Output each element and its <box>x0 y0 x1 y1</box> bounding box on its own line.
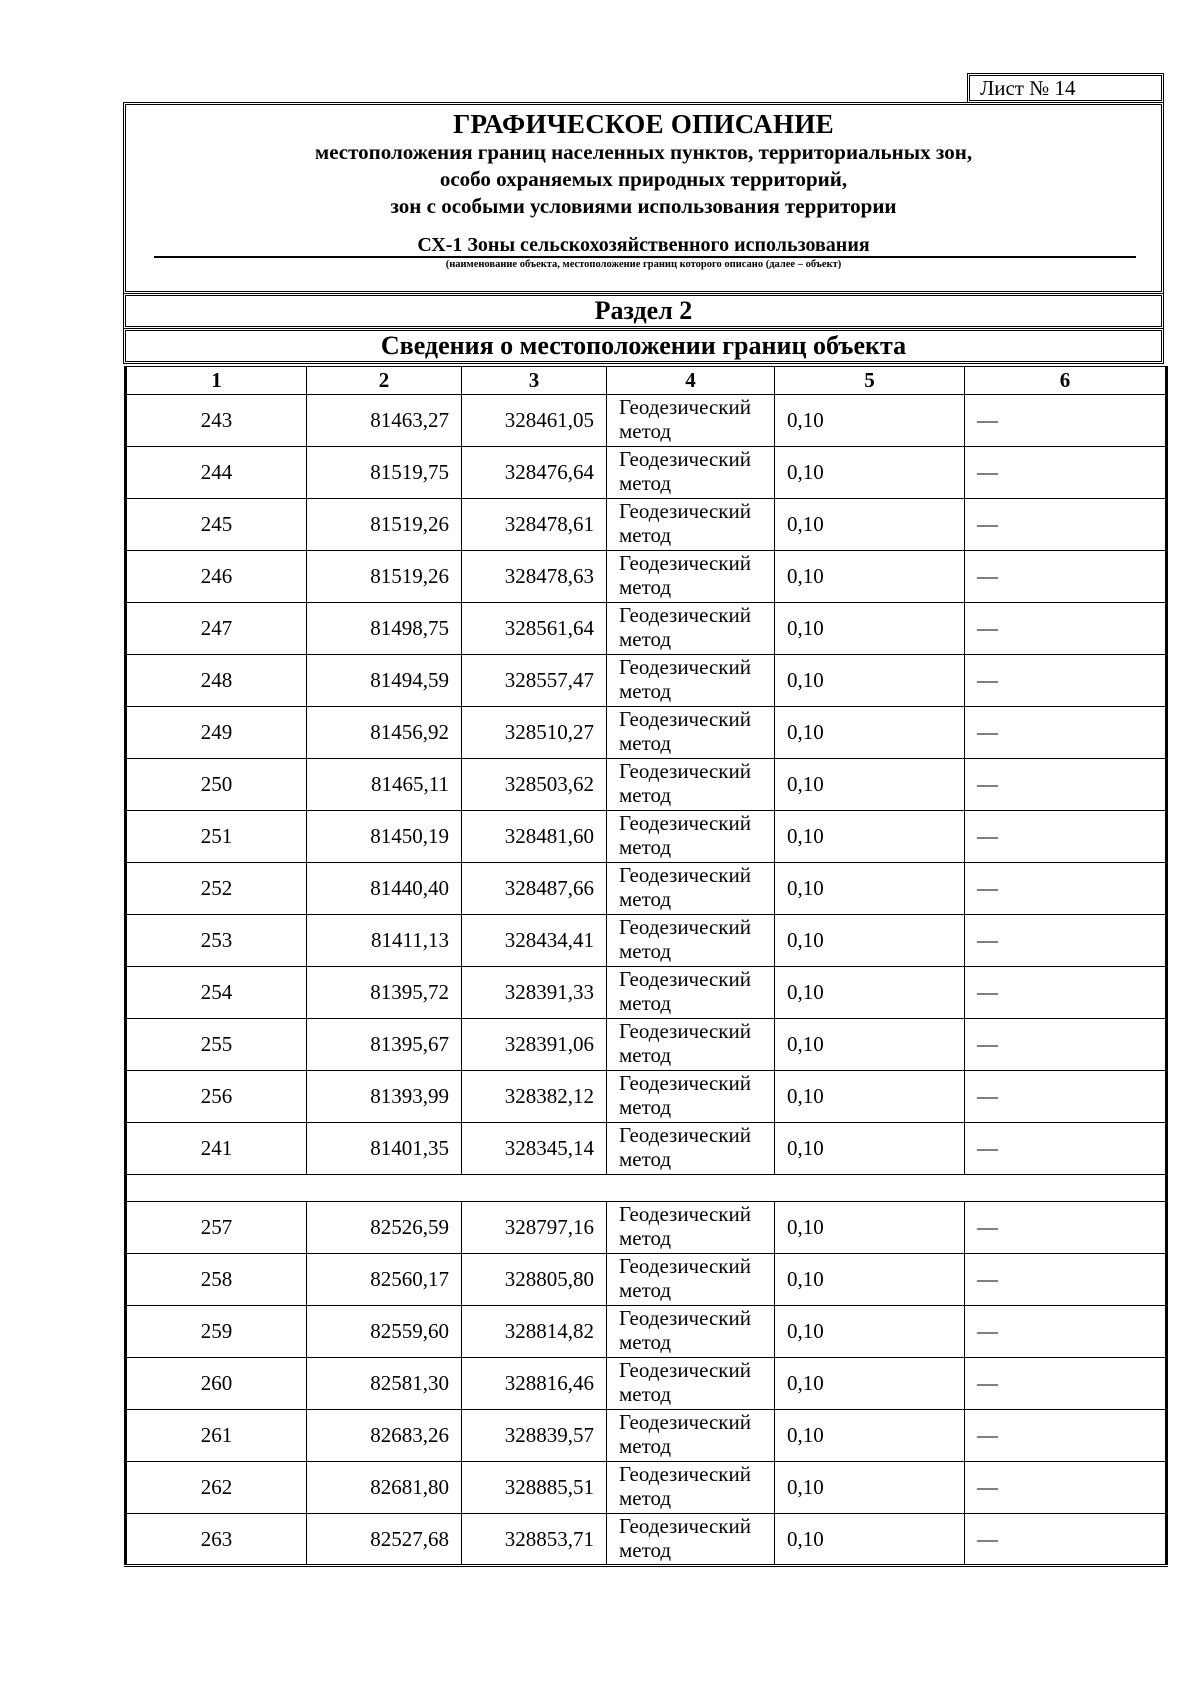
point-number-cell: 243 <box>126 395 307 447</box>
table-row <box>126 1019 1167 1071</box>
point-number-cell: 251 <box>126 811 307 863</box>
y-coordinate-cell: 328805,80 <box>462 1254 607 1306</box>
description-cell: — <box>965 1358 1167 1410</box>
method-cell: Геодезический метод <box>607 1254 775 1306</box>
method-cell: Геодезический метод <box>607 1358 775 1410</box>
point-number-cell: 252 <box>126 863 307 915</box>
table-row <box>126 1462 1167 1514</box>
y-coordinate-cell: 328885,51 <box>462 1462 607 1514</box>
description-cell: — <box>965 1071 1167 1123</box>
y-coordinate-cell: 328391,33 <box>462 967 607 1019</box>
document-subtitle-line: особо охраняемых природных территорий, <box>439 167 848 191</box>
description-cell: — <box>965 447 1167 499</box>
x-coordinate-cell: 81395,72 <box>307 967 462 1019</box>
method-cell: Геодезический метод <box>607 499 775 551</box>
y-coordinate-cell: 328557,47 <box>462 655 607 707</box>
description-cell: — <box>965 551 1167 603</box>
table-row <box>126 1202 1167 1254</box>
x-coordinate-cell: 81401,35 <box>307 1123 462 1175</box>
sheet-number: Лист № 14 <box>967 73 1164 103</box>
x-coordinate-cell: 81498,75 <box>307 603 462 655</box>
x-coordinate-cell: 81463,27 <box>307 395 462 447</box>
accuracy-cell: 0,10 <box>775 1306 965 1358</box>
point-number-cell: 257 <box>126 1202 307 1254</box>
table-row <box>126 1358 1167 1410</box>
table-row <box>126 707 1167 759</box>
x-coordinate-cell: 81519,26 <box>307 499 462 551</box>
x-coordinate-cell: 81456,92 <box>307 707 462 759</box>
document-header <box>123 102 1164 294</box>
x-coordinate-cell: 81519,26 <box>307 551 462 603</box>
accuracy-cell: 0,10 <box>775 1254 965 1306</box>
method-cell: Геодезический метод <box>607 655 775 707</box>
point-number-cell: 250 <box>126 759 307 811</box>
description-cell: — <box>965 1410 1167 1462</box>
point-number-cell: 244 <box>126 447 307 499</box>
method-cell: Геодезический метод <box>607 1514 775 1566</box>
y-coordinate-cell: 328503,62 <box>462 759 607 811</box>
table-row <box>126 967 1167 1019</box>
x-coordinate-cell: 82581,30 <box>307 1358 462 1410</box>
accuracy-cell: 0,10 <box>775 551 965 603</box>
point-number-cell: 254 <box>126 967 307 1019</box>
y-coordinate-cell: 328797,16 <box>462 1202 607 1254</box>
method-cell: Геодезический метод <box>607 395 775 447</box>
method-cell: Геодезический метод <box>607 811 775 863</box>
accuracy-cell: 0,10 <box>775 395 965 447</box>
accuracy-cell: 0,10 <box>775 1123 965 1175</box>
table-row <box>126 395 1167 447</box>
column-header: 6 <box>965 367 1167 395</box>
x-coordinate-cell: 81519,75 <box>307 447 462 499</box>
section-subtitle: Сведения о местоположении границ объекта <box>123 328 1164 364</box>
y-coordinate-cell: 328434,41 <box>462 915 607 967</box>
group-separator-row <box>126 1175 1167 1202</box>
column-header: 4 <box>607 367 775 395</box>
x-coordinate-cell: 82526,59 <box>307 1202 462 1254</box>
method-cell: Геодезический метод <box>607 915 775 967</box>
point-number-cell: 248 <box>126 655 307 707</box>
y-coordinate-cell: 328481,60 <box>462 811 607 863</box>
separator-cell <box>126 1175 1167 1202</box>
document-title: ГРАФИЧЕСКОЕ ОПИСАНИЕ <box>453 109 834 139</box>
description-cell: — <box>965 811 1167 863</box>
x-coordinate-cell: 82560,17 <box>307 1254 462 1306</box>
table-row <box>126 551 1167 603</box>
table-row <box>126 1123 1167 1175</box>
x-coordinate-cell: 82683,26 <box>307 1410 462 1462</box>
accuracy-cell: 0,10 <box>775 915 965 967</box>
description-cell: — <box>965 1254 1167 1306</box>
object-caption: (наименование объекта, местоположение границ которого описано (далее – объект) <box>445 259 842 270</box>
table-row <box>126 1071 1167 1123</box>
method-cell: Геодезический метод <box>607 1123 775 1175</box>
method-cell: Геодезический метод <box>607 603 775 655</box>
point-number-cell: 255 <box>126 1019 307 1071</box>
method-cell: Геодезический метод <box>607 1306 775 1358</box>
y-coordinate-cell: 328478,63 <box>462 551 607 603</box>
x-coordinate-cell: 81395,67 <box>307 1019 462 1071</box>
y-coordinate-cell: 328839,57 <box>462 1410 607 1462</box>
method-cell: Геодезический метод <box>607 1462 775 1514</box>
accuracy-cell: 0,10 <box>775 707 965 759</box>
method-cell: Геодезический метод <box>607 1202 775 1254</box>
x-coordinate-cell: 81465,11 <box>307 759 462 811</box>
description-cell: — <box>965 499 1167 551</box>
table-header-row <box>126 367 1167 395</box>
y-coordinate-cell: 328461,05 <box>462 395 607 447</box>
point-number-cell: 249 <box>126 707 307 759</box>
table-row <box>126 1410 1167 1462</box>
document-subtitle-line: местоположения границ населенных пунктов, территориальных зон, <box>314 140 973 164</box>
column-header: 1 <box>126 367 307 395</box>
point-number-cell: 256 <box>126 1071 307 1123</box>
accuracy-cell: 0,10 <box>775 447 965 499</box>
table-row <box>126 603 1167 655</box>
description-cell: — <box>965 1123 1167 1175</box>
method-cell: Геодезический метод <box>607 1410 775 1462</box>
point-number-cell: 245 <box>126 499 307 551</box>
accuracy-cell: 0,10 <box>775 811 965 863</box>
description-cell: — <box>965 1202 1167 1254</box>
x-coordinate-cell: 81494,59 <box>307 655 462 707</box>
point-number-cell: 247 <box>126 603 307 655</box>
description-cell: — <box>965 1019 1167 1071</box>
y-coordinate-cell: 328382,12 <box>462 1071 607 1123</box>
y-coordinate-cell: 328814,82 <box>462 1306 607 1358</box>
table-row <box>126 1254 1167 1306</box>
accuracy-cell: 0,10 <box>775 1514 965 1566</box>
coordinates-table <box>124 366 1168 1567</box>
accuracy-cell: 0,10 <box>775 1071 965 1123</box>
x-coordinate-cell: 82559,60 <box>307 1306 462 1358</box>
y-coordinate-cell: 328853,71 <box>462 1514 607 1566</box>
point-number-cell: 263 <box>126 1514 307 1566</box>
description-cell: — <box>965 1306 1167 1358</box>
accuracy-cell: 0,10 <box>775 759 965 811</box>
description-cell: — <box>965 1462 1167 1514</box>
table-row <box>126 759 1167 811</box>
x-coordinate-cell: 81411,13 <box>307 915 462 967</box>
y-coordinate-cell: 328510,27 <box>462 707 607 759</box>
point-number-cell: 258 <box>126 1254 307 1306</box>
description-cell: — <box>965 967 1167 1019</box>
point-number-cell: 259 <box>126 1306 307 1358</box>
accuracy-cell: 0,10 <box>775 1410 965 1462</box>
description-cell: — <box>965 603 1167 655</box>
accuracy-cell: 0,10 <box>775 863 965 915</box>
table-row <box>126 499 1167 551</box>
table-row <box>126 655 1167 707</box>
x-coordinate-cell: 82527,68 <box>307 1514 462 1566</box>
point-number-cell: 260 <box>126 1358 307 1410</box>
method-cell: Геодезический метод <box>607 759 775 811</box>
y-coordinate-cell: 328487,66 <box>462 863 607 915</box>
document-subtitle-line: зон с особыми условиями использования территории <box>390 194 897 218</box>
y-coordinate-cell: 328391,06 <box>462 1019 607 1071</box>
y-coordinate-cell: 328345,14 <box>462 1123 607 1175</box>
description-cell: — <box>965 1514 1167 1566</box>
y-coordinate-cell: 328816,46 <box>462 1358 607 1410</box>
table-row <box>126 1514 1167 1566</box>
description-cell: — <box>965 863 1167 915</box>
object-name: СХ-1 Зоны сельскохозяйственного использования <box>417 234 870 256</box>
accuracy-cell: 0,10 <box>775 655 965 707</box>
point-number-cell: 246 <box>126 551 307 603</box>
point-number-cell: 253 <box>126 915 307 967</box>
method-cell: Геодезический метод <box>607 707 775 759</box>
y-coordinate-cell: 328561,64 <box>462 603 607 655</box>
section-title: Раздел 2 <box>123 293 1164 329</box>
accuracy-cell: 0,10 <box>775 1202 965 1254</box>
method-cell: Геодезический метод <box>607 863 775 915</box>
table-row <box>126 447 1167 499</box>
description-cell: — <box>965 915 1167 967</box>
accuracy-cell: 0,10 <box>775 1462 965 1514</box>
x-coordinate-cell: 81440,40 <box>307 863 462 915</box>
table-row <box>126 1306 1167 1358</box>
description-cell: — <box>965 395 1167 447</box>
accuracy-cell: 0,10 <box>775 499 965 551</box>
point-number-cell: 261 <box>126 1410 307 1462</box>
accuracy-cell: 0,10 <box>775 603 965 655</box>
accuracy-cell: 0,10 <box>775 967 965 1019</box>
method-cell: Геодезический метод <box>607 551 775 603</box>
description-cell: — <box>965 655 1167 707</box>
accuracy-cell: 0,10 <box>775 1358 965 1410</box>
description-cell: — <box>965 759 1167 811</box>
column-header: 3 <box>462 367 607 395</box>
x-coordinate-cell: 82681,80 <box>307 1462 462 1514</box>
table-row <box>126 863 1167 915</box>
x-coordinate-cell: 81393,99 <box>307 1071 462 1123</box>
column-header: 2 <box>307 367 462 395</box>
table-row <box>126 811 1167 863</box>
method-cell: Геодезический метод <box>607 1071 775 1123</box>
method-cell: Геодезический метод <box>607 447 775 499</box>
method-cell: Геодезический метод <box>607 1019 775 1071</box>
point-number-cell: 262 <box>126 1462 307 1514</box>
point-number-cell: 241 <box>126 1123 307 1175</box>
x-coordinate-cell: 81450,19 <box>307 811 462 863</box>
description-cell: — <box>965 707 1167 759</box>
accuracy-cell: 0,10 <box>775 1019 965 1071</box>
table-row <box>126 915 1167 967</box>
method-cell: Геодезический метод <box>607 967 775 1019</box>
y-coordinate-cell: 328476,64 <box>462 447 607 499</box>
column-header: 5 <box>775 367 965 395</box>
y-coordinate-cell: 328478,61 <box>462 499 607 551</box>
